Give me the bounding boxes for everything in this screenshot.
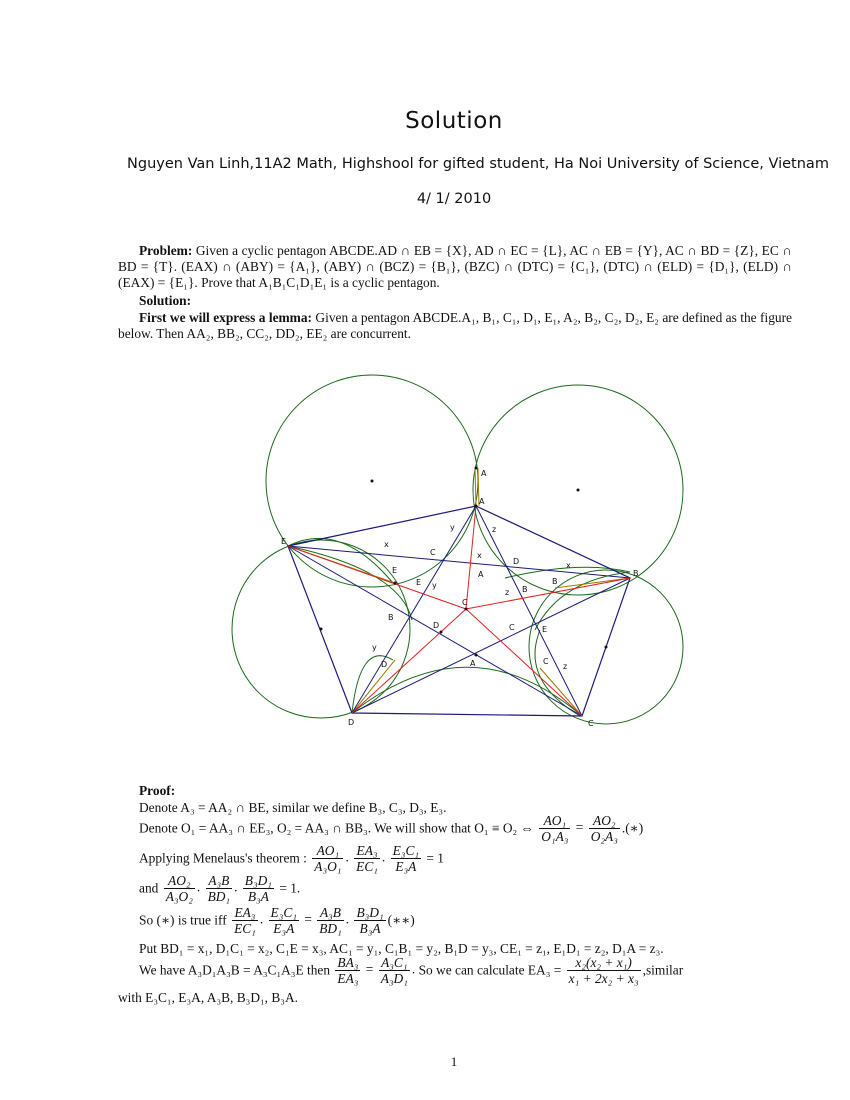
label-D1: D — [513, 557, 520, 566]
label-A: A — [479, 497, 485, 506]
problem-paragraph — [118, 243, 792, 292]
problem-text: Given a cyclic pentagon ABCDE.AD ∩ EB = {X}, AD ∩ EC = {L}, AC ∩ EB = {Y}, AC ∩ BD = {Z}, EC ∩ BD = {T}. (EAX) ∩ (ABY) = {A₁}, (ABY) ∩ (BCZ) = {B₁}, (BZC) ∩ (DTC) = {C₁}, (DTC) ∩ (ELD) = {D₁}, (ELD) ∩ (EAX) = {E₁}. Prove that A₁B₁C₁D₁E₁ is a cyclic pentagon. — [118, 243, 792, 291]
proof-line-3: Applying Menelaus's theorem : $\frac{\text{AO₁}}{\text{A₃O₁}}$ . $\frac{\text{EA₃}}{\text{EC₁}}$ . $\frac{\text{E₃C₁}}{\text{E₃A}}$ = 1 — [139, 843, 445, 874]
lemma-label: First we will express a lemma: — [139, 310, 312, 325]
page-title: Solution — [405, 108, 503, 134]
label-C3: C — [462, 598, 468, 607]
author-line: Nguyen Van Linh,11A2 Math, Highshool for gifted student, Ha Noi University of Science, Vietnam — [127, 156, 829, 172]
lemma-paragraph — [118, 310, 792, 342]
label-B: B — [633, 569, 639, 578]
proof-label: Proof: — [139, 783, 176, 798]
label-A1: A — [470, 659, 476, 668]
label-C2: C — [543, 657, 549, 666]
label-C: C — [588, 719, 594, 728]
label-z1: z — [563, 662, 568, 671]
geometry-figure — [225, 368, 695, 733]
label-C1: C — [430, 548, 436, 557]
arc-inner-bottom — [352, 667, 582, 716]
label-A2: A — [481, 469, 487, 478]
page-number: 1 — [450, 1054, 458, 1069]
label-C3b: C — [509, 623, 515, 632]
label-y1: y — [450, 523, 455, 532]
label-x1: x — [566, 561, 571, 570]
label-y3: y — [372, 643, 377, 652]
lemma-text: Given a pentagon ABCDE.A₁, B₁, C₁, D₁, E₁, A₂, B₂, C₂, D₂, E₂ are defined as the figure below. Then AA₂, BB₂, CC₂, DD₂, EE₂ are concurrent. — [118, 310, 792, 342]
label-B1: B — [388, 613, 394, 622]
label-z3: z — [492, 525, 497, 534]
label-E: E — [281, 537, 287, 546]
proof-line-6: Put BD₁ = x₁, D₁C₁ = x₂, C₁E = x₃, AC₁ = y₁, C₁B₁ = y₂, B₁D = y₃, CE₁ = z₁, E₁D₁ = z₂, D₁A = z₃. — [139, 941, 664, 956]
label-x2: x — [477, 551, 482, 560]
label-E2: E — [392, 566, 398, 575]
label-B2: B — [552, 577, 558, 586]
arc-inner-bottom-right — [535, 630, 580, 716]
proof-line-2: Denote O₁ = AA₃ ∩ EE₃, O₂ = AA₃ ∩ BB₃. We will show that O₁ ≡ O₂ ⇔ $\frac{\text{AO₁}}{\text{O₁A₃}}$ = $\frac{\text{AO₂}}{\text{O₂A₃}}$ .(∗) — [139, 813, 644, 844]
label-D3: D — [433, 621, 440, 630]
label-D2: D — [381, 660, 388, 669]
proof-line-5: So (∗) is true iff $\frac{\text{EA₃}}{\text{EC₁}}$ . $\frac{\text{E₃C₁}}{\text{E₃A}}$ = $\frac{\text{A₃B}}{\text{BD₁}}$ . $\frac{\text{B₃D₁}}{\text{B₃A}}$ (∗∗) — [139, 905, 415, 936]
proof-line-1: Denote A₃ = AA₂ ∩ BE, similar we define B₃, C₃, D₃, E₃. — [139, 800, 447, 815]
pentagon-abcde — [288, 506, 630, 716]
label-A3: A — [478, 570, 484, 579]
proof-line-4: and $\frac{\text{AO₂}}{\text{A₃O₂}}$ . $\frac{\text{A₃B}}{\text{BD₁}}$ . $\frac{\text{B₃D₁}}{\text{B₃A}}$ = 1. — [139, 873, 301, 904]
label-z2: z — [505, 588, 510, 597]
date-line: 4/ 1/ 2010 — [416, 191, 492, 207]
label-E3: E — [416, 578, 422, 587]
label-D: D — [348, 718, 355, 727]
proof-line-8: with E₃C₁, E₃A, A₃B, B₃D₁, B₃A. — [118, 990, 298, 1005]
label-x3: x — [384, 540, 389, 549]
proof-line-7: We have A₃D₁A₃B = A₃C₁A₃E then $\frac{\text{BA₃}}{\text{EA₃}}$ = $\frac{\text{A₃C₁}}{\text{A₃D₁}}$ . So we can calculate EA₃ = $\frac{\text{x₂(x₂ + x₁)}}{\text{x₁ + 2x₂ + x₃}}$ ,similar — [139, 955, 684, 986]
label-E1: E — [542, 625, 548, 634]
solution-label: Solution: — [139, 293, 192, 308]
problem-label: Problem: — [139, 243, 193, 258]
label-y2: y — [432, 581, 437, 590]
label-B3: B — [522, 585, 528, 594]
